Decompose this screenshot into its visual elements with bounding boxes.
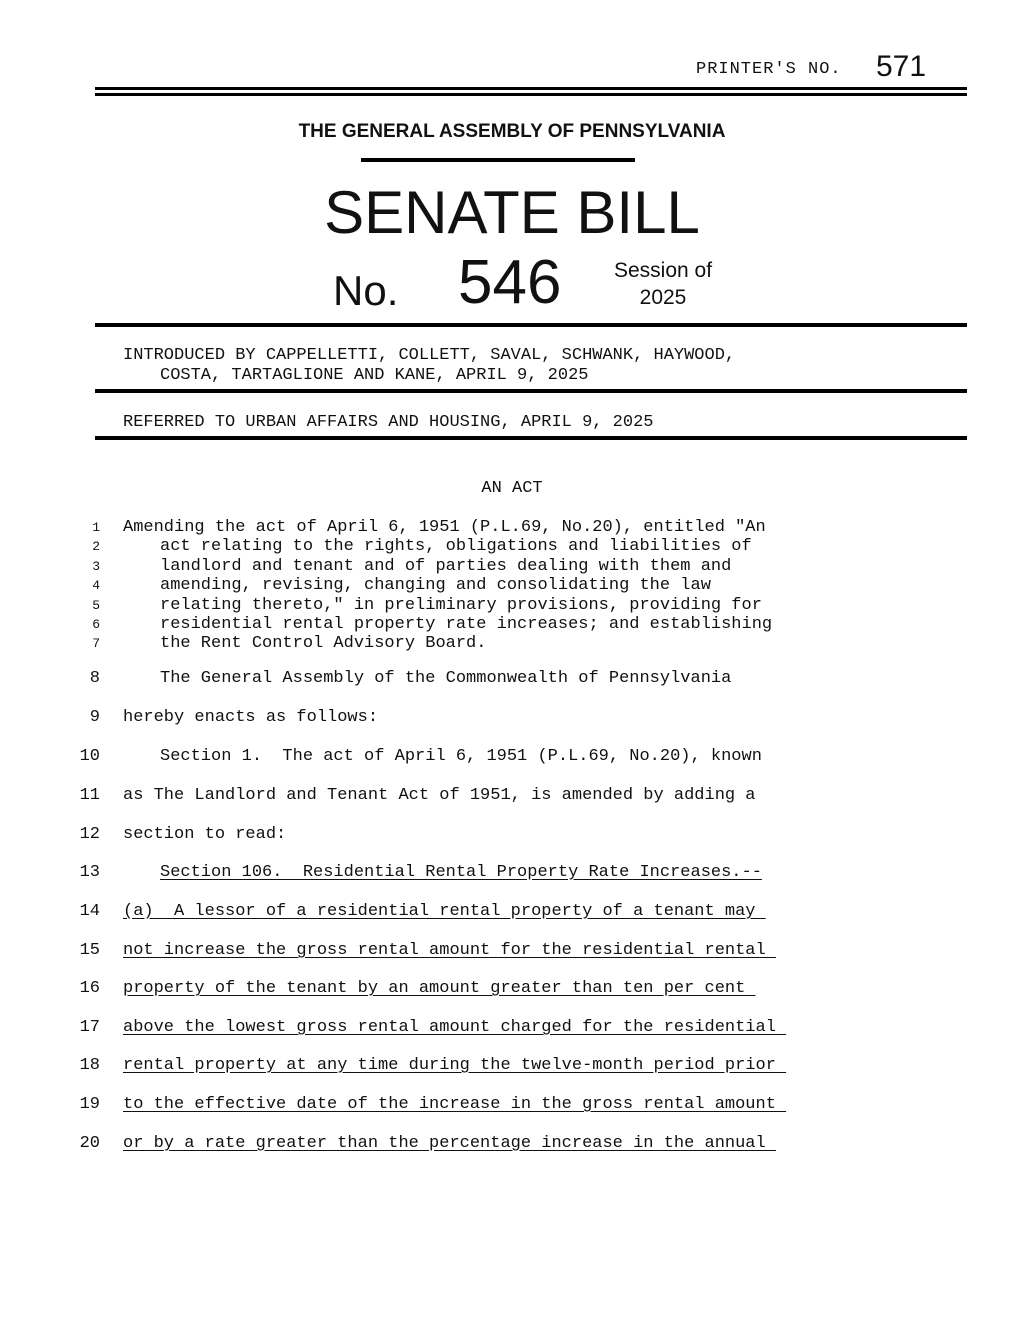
title-line <box>0 518 1024 538</box>
bill-type-heading: SENATE BILL <box>324 179 700 246</box>
line-text: section to read: <box>123 825 287 844</box>
body-line <box>0 863 1024 883</box>
line-number: 4 <box>92 578 100 593</box>
line-number: 11 <box>79 786 100 805</box>
session-label: Session of <box>613 259 713 282</box>
line-number: 1 <box>92 520 100 535</box>
line-text: not increase the gross rental amount for the residential rental <box>123 941 776 960</box>
line-text: The General Assembly of the Commonwealth of Pennsylvania <box>160 669 732 688</box>
body-line <box>0 1134 1024 1154</box>
line-number: 7 <box>92 636 100 651</box>
title-line <box>0 537 1024 557</box>
line-text: landlord and tenant and of parties dealing with them and <box>160 557 732 576</box>
printers-number-label: PRINTER'S NO. <box>696 60 842 79</box>
body-line <box>0 786 1024 806</box>
session-block <box>604 257 722 311</box>
header-double-rule <box>95 87 967 96</box>
line-number: 13 <box>79 863 100 882</box>
line-text: rental property at any time during the twelve-month period prior <box>123 1056 787 1075</box>
line-number: 12 <box>79 825 100 844</box>
line-text: to the effective date of the increase in the gross rental amount <box>123 1095 787 1114</box>
introduced-line-2: COSTA, TARTAGLIONE AND KANE, APRIL 9, 2025 <box>160 366 589 385</box>
line-number: 14 <box>79 902 100 921</box>
line-text: Amending the act of April 6, 1951 (P.L.69, No.20), entitled "An <box>123 518 766 537</box>
line-number: 3 <box>92 559 100 574</box>
line-number: 9 <box>89 708 100 727</box>
line-text: property of the tenant by an amount greater than ten per cent <box>123 979 756 998</box>
line-text: (a) A lessor of a residential rental property of a tenant may <box>123 902 766 921</box>
body-line <box>0 1018 1024 1038</box>
line-number: 2 <box>92 539 100 554</box>
body-line <box>0 1095 1024 1115</box>
body-line <box>0 979 1024 999</box>
line-text: relating thereto," in preliminary provisions, providing for <box>160 596 762 615</box>
title-line <box>0 576 1024 596</box>
bill-number: 546 <box>458 248 562 317</box>
line-text: above the lowest gross rental amount charged for the residential <box>123 1018 787 1037</box>
line-text: or by a rate greater than the percentage increase in the annual <box>123 1134 776 1153</box>
line-text: as The Landlord and Tenant Act of 1951, is amended by adding a <box>123 786 756 805</box>
printers-number: 571 <box>876 50 927 83</box>
body-line <box>0 708 1024 728</box>
body-line <box>0 747 1024 767</box>
title-line <box>0 615 1024 635</box>
line-number: 18 <box>79 1056 100 1075</box>
line-text: hereby enacts as follows: <box>123 708 379 727</box>
line-number: 19 <box>79 1095 100 1114</box>
line-text: residential rental property rate increases; and establishing <box>160 615 773 634</box>
line-number: 5 <box>92 598 100 613</box>
bill-number-label: No. <box>333 267 399 314</box>
body-line <box>0 825 1024 845</box>
assembly-title: THE GENERAL ASSEMBLY OF PENNSYLVANIA <box>298 121 726 142</box>
act-heading: AN ACT <box>481 479 543 498</box>
rule-above-referred <box>95 389 967 393</box>
line-text: Section 106. Residential Rental Property Rate Increases.-- <box>160 863 762 882</box>
title-line <box>0 634 1024 654</box>
line-number: 17 <box>79 1018 100 1037</box>
line-number: 8 <box>89 669 100 688</box>
body-line <box>0 669 1024 689</box>
referred-to: REFERRED TO URBAN AFFAIRS AND HOUSING, APRIL 9, 2025 <box>123 413 654 432</box>
assembly-underline <box>361 158 635 162</box>
line-text: Section 1. The act of April 6, 1951 (P.L.69, No.20), known <box>160 747 762 766</box>
title-line <box>0 596 1024 616</box>
line-number: 15 <box>79 941 100 960</box>
line-text: the Rent Control Advisory Board. <box>160 634 487 653</box>
session-year: 2025 <box>639 286 687 309</box>
title-line <box>0 557 1024 577</box>
line-number: 20 <box>79 1134 100 1153</box>
line-number: 6 <box>92 617 100 632</box>
line-number: 10 <box>79 747 100 766</box>
introduced-line-1: INTRODUCED BY CAPPELLETTI, COLLETT, SAVAL, SCHWANK, HAYWOOD, <box>123 346 736 365</box>
introduced-by <box>123 346 735 386</box>
body-line <box>0 902 1024 922</box>
body-line <box>0 1056 1024 1076</box>
line-text: amending, revising, changing and consolidating the law <box>160 576 711 595</box>
rule-below-referred <box>95 436 967 440</box>
line-number: 16 <box>79 979 100 998</box>
rule-above-introduced <box>95 323 967 327</box>
body-line <box>0 941 1024 961</box>
line-text: act relating to the rights, obligations and liabilities of <box>160 537 752 556</box>
